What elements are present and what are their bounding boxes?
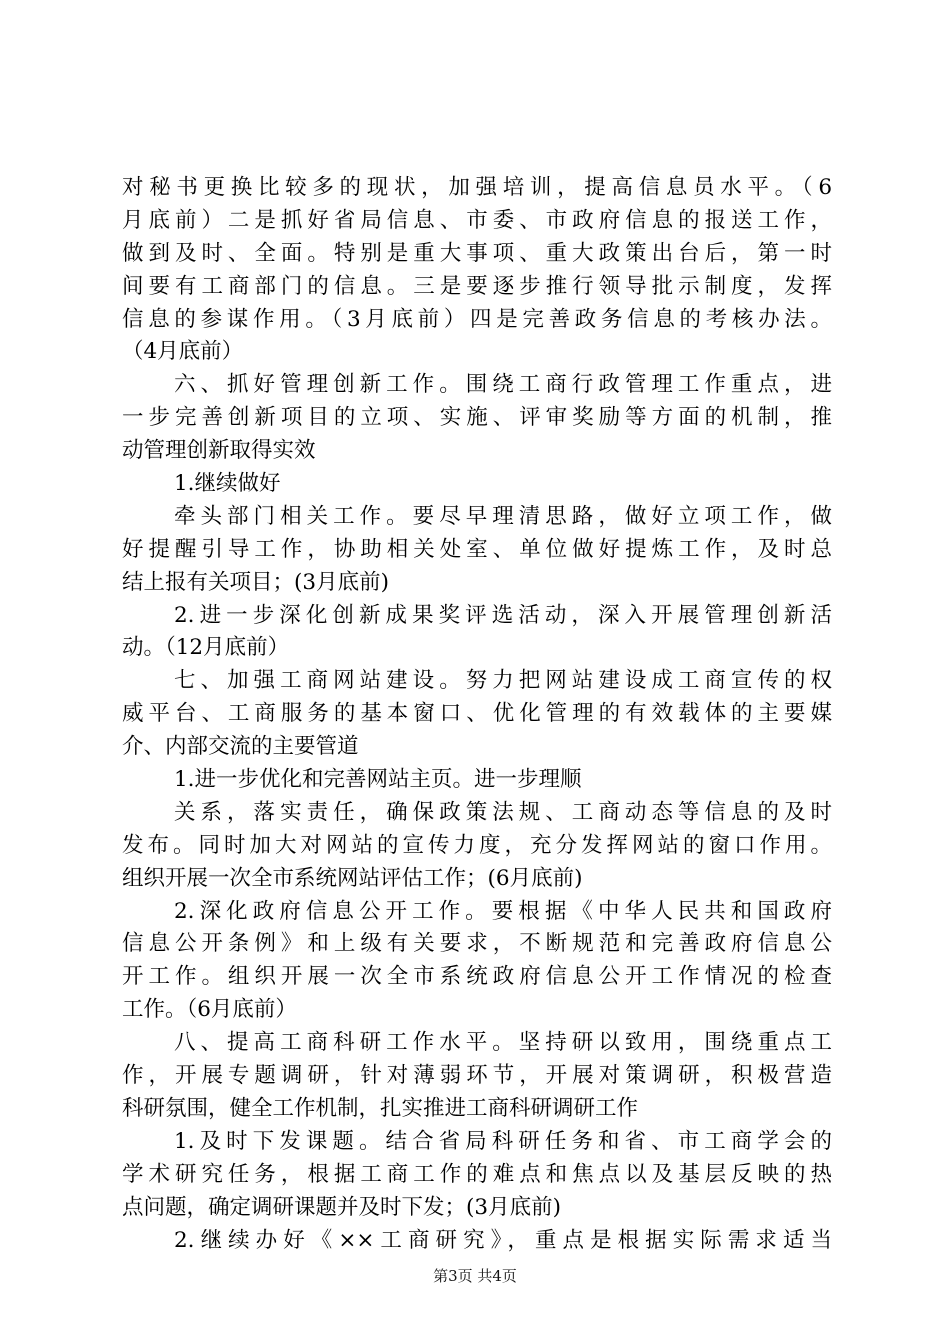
text-line: 间要有工商部门的信息。三是要逐步推行领导批示制度，发挥 xyxy=(122,273,832,299)
text-line: 科研氛围，健全工作机制，扎实推进工商科研调研工作 xyxy=(122,1095,639,1121)
text-line: 一步完善创新项目的立项、实施、评审奖励等方面的机制，推 xyxy=(122,405,832,431)
text-line: 工作。（6月底前） xyxy=(122,997,297,1023)
text-line: 月底前）二是抓好省局信息、市委、市政府信息的报送工作， xyxy=(122,207,832,233)
list-item-heading: 2.继续办好《××工商研究》，重点是根据实际需求适当 xyxy=(174,1227,832,1253)
text-line: 牵头部门相关工作。要尽早理清思路，做好立项工作，做 xyxy=(174,503,832,529)
text-line: 组织开展一次全市系统网站评估工作；(6月底前) xyxy=(122,865,583,891)
section-heading-8: 八、提高工商科研工作水平。坚持研以致用，围绕重点工 xyxy=(174,1030,832,1056)
list-item-heading: 2.深化政府信息公开工作。要根据《中华人民共和国政府 xyxy=(174,898,832,924)
text-line: 学术研究任务，根据工商工作的难点和焦点以及基层反映的热 xyxy=(122,1161,832,1187)
text-line: 介、内部交流的主要管道 xyxy=(122,734,359,760)
text-line: 信息公开条例》和上级有关要求，不断规范和完善政府信息公 xyxy=(122,931,832,957)
text-line: 关系，落实责任，确保政策法规、工商动态等信息的及时 xyxy=(174,799,832,825)
text-line: 信息的参谋作用。（3月底前）四是完善政务信息的考核办法。 xyxy=(122,306,832,332)
text-line: 动管理创新取得实效 xyxy=(122,438,316,464)
text-line: 威平台、工商服务的基本窗口、优化管理的有效载体的主要媒 xyxy=(122,701,832,727)
text-line: 开工作。组织开展一次全市系统政府信息公开工作情况的检查 xyxy=(122,964,832,990)
list-item-heading: 2.进一步深化创新成果奖评选活动，深入开展管理创新活 xyxy=(174,602,832,628)
document-body xyxy=(122,172,832,1257)
list-item-heading: 1.及时下发课题。结合省局科研任务和省、市工商学会的 xyxy=(174,1128,832,1154)
text-line: 结上报有关项目；(3月底前) xyxy=(122,569,389,595)
text-line: 对秘书更换比较多的现状，加强培训，提高信息员水平。（6 xyxy=(122,175,832,200)
text-line: 做到及时、全面。特别是重大事项、重大政策出台后，第一时 xyxy=(122,240,832,266)
text-line: （4月底前） xyxy=(122,339,244,365)
text-line: 点问题，确定调研课题并及时下发；(3月底前) xyxy=(122,1194,561,1220)
list-item-heading: 1.继续做好 xyxy=(174,471,281,497)
text-line: 好提醒引导工作，协助相关处室、单位做好提炼工作，及时总 xyxy=(122,536,832,562)
section-heading-7: 七、加强工商网站建设。努力把网站建设成工商宣传的权 xyxy=(174,668,832,694)
text-line: 发布。同时加大对网站的宣传力度，充分发挥网站的窗口作用。 xyxy=(122,832,832,858)
list-item-heading: 1.进一步优化和完善网站主页。进一步理顺 xyxy=(174,767,582,793)
text-line: 作，开展专题调研，针对薄弱环节，开展对策调研，积极营造 xyxy=(122,1063,832,1089)
page-number-footer: 第3页 共4页 xyxy=(433,1267,517,1285)
text-line: 动。（12月底前） xyxy=(122,635,290,661)
section-heading-6: 六、抓好管理创新工作。围绕工商行政管理工作重点，进 xyxy=(174,372,832,398)
